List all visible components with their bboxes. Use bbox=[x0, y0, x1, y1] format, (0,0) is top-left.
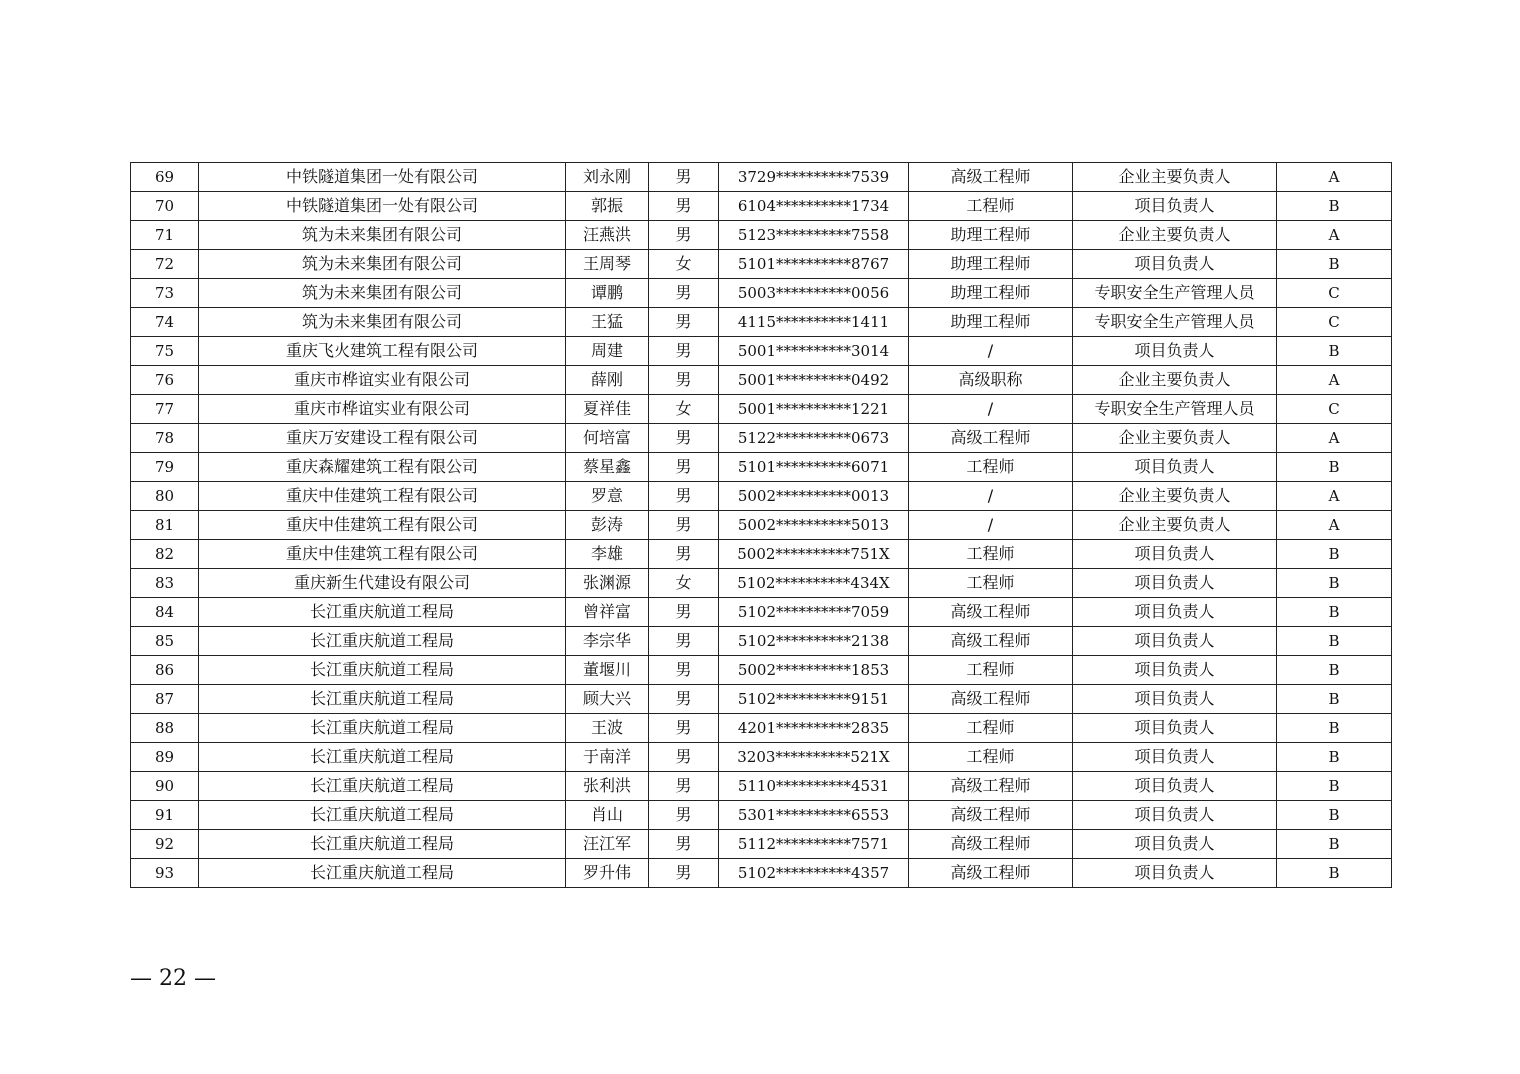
gender-cell: 男 bbox=[649, 424, 719, 453]
professional-title-cell: 工程师 bbox=[909, 714, 1073, 743]
gender-cell: 男 bbox=[649, 482, 719, 511]
id-number-cell: 5002**********0013 bbox=[719, 482, 909, 511]
table-body bbox=[131, 163, 1392, 888]
company-cell: 中铁隧道集团一处有限公司 bbox=[199, 163, 566, 192]
grade-cell: A bbox=[1277, 424, 1392, 453]
personnel-table bbox=[130, 162, 1392, 888]
id-number-cell: 5001**********0492 bbox=[719, 366, 909, 395]
company-cell: 长江重庆航道工程局 bbox=[199, 772, 566, 801]
position-role-cell: 项目负责人 bbox=[1073, 250, 1277, 279]
position-role-cell: 企业主要负责人 bbox=[1073, 366, 1277, 395]
professional-title-cell: 工程师 bbox=[909, 569, 1073, 598]
table-row bbox=[131, 801, 1392, 830]
company-cell: 筑为未来集团有限公司 bbox=[199, 221, 566, 250]
company-cell: 长江重庆航道工程局 bbox=[199, 830, 566, 859]
id-number-cell: 5001**********1221 bbox=[719, 395, 909, 424]
person-name-cell: 肖山 bbox=[566, 801, 649, 830]
professional-title-cell: 高级工程师 bbox=[909, 859, 1073, 888]
company-cell: 重庆飞火建筑工程有限公司 bbox=[199, 337, 566, 366]
professional-title-cell: / bbox=[909, 337, 1073, 366]
row-index-cell: 78 bbox=[131, 424, 199, 453]
table-row bbox=[131, 714, 1392, 743]
row-index-cell: 79 bbox=[131, 453, 199, 482]
position-role-cell: 项目负责人 bbox=[1073, 598, 1277, 627]
company-cell: 长江重庆航道工程局 bbox=[199, 656, 566, 685]
id-number-cell: 5102**********434X bbox=[719, 569, 909, 598]
row-index-cell: 76 bbox=[131, 366, 199, 395]
row-index-cell: 83 bbox=[131, 569, 199, 598]
row-index-cell: 69 bbox=[131, 163, 199, 192]
row-index-cell: 82 bbox=[131, 540, 199, 569]
row-index-cell: 88 bbox=[131, 714, 199, 743]
position-role-cell: 项目负责人 bbox=[1073, 453, 1277, 482]
id-number-cell: 5003**********0056 bbox=[719, 279, 909, 308]
grade-cell: C bbox=[1277, 395, 1392, 424]
position-role-cell: 专职安全生产管理人员 bbox=[1073, 279, 1277, 308]
position-role-cell: 项目负责人 bbox=[1073, 772, 1277, 801]
person-name-cell: 汪江军 bbox=[566, 830, 649, 859]
table-row bbox=[131, 192, 1392, 221]
grade-cell: C bbox=[1277, 279, 1392, 308]
company-cell: 重庆森耀建筑工程有限公司 bbox=[199, 453, 566, 482]
gender-cell: 男 bbox=[649, 511, 719, 540]
person-name-cell: 罗意 bbox=[566, 482, 649, 511]
professional-title-cell: 高级职称 bbox=[909, 366, 1073, 395]
table-row bbox=[131, 366, 1392, 395]
person-name-cell: 张渊源 bbox=[566, 569, 649, 598]
position-role-cell: 项目负责人 bbox=[1073, 540, 1277, 569]
grade-cell: B bbox=[1277, 656, 1392, 685]
position-role-cell: 项目负责人 bbox=[1073, 685, 1277, 714]
professional-title-cell: 高级工程师 bbox=[909, 424, 1073, 453]
company-cell: 重庆市桦谊实业有限公司 bbox=[199, 395, 566, 424]
company-cell: 重庆中佳建筑工程有限公司 bbox=[199, 540, 566, 569]
professional-title-cell: / bbox=[909, 482, 1073, 511]
gender-cell: 男 bbox=[649, 308, 719, 337]
grade-cell: B bbox=[1277, 540, 1392, 569]
gender-cell: 男 bbox=[649, 830, 719, 859]
id-number-cell: 5101**********6071 bbox=[719, 453, 909, 482]
grade-cell: B bbox=[1277, 250, 1392, 279]
row-index-cell: 91 bbox=[131, 801, 199, 830]
person-name-cell: 张利洪 bbox=[566, 772, 649, 801]
gender-cell: 男 bbox=[649, 656, 719, 685]
row-index-cell: 70 bbox=[131, 192, 199, 221]
professional-title-cell: 工程师 bbox=[909, 453, 1073, 482]
company-cell: 重庆市桦谊实业有限公司 bbox=[199, 366, 566, 395]
table-row bbox=[131, 482, 1392, 511]
person-name-cell: 王波 bbox=[566, 714, 649, 743]
gender-cell: 男 bbox=[649, 337, 719, 366]
professional-title-cell: 工程师 bbox=[909, 656, 1073, 685]
table-row bbox=[131, 308, 1392, 337]
grade-cell: B bbox=[1277, 801, 1392, 830]
id-number-cell: 4115**********1411 bbox=[719, 308, 909, 337]
position-role-cell: 专职安全生产管理人员 bbox=[1073, 395, 1277, 424]
professional-title-cell: 高级工程师 bbox=[909, 685, 1073, 714]
grade-cell: B bbox=[1277, 772, 1392, 801]
grade-cell: A bbox=[1277, 511, 1392, 540]
row-index-cell: 90 bbox=[131, 772, 199, 801]
company-cell: 重庆中佳建筑工程有限公司 bbox=[199, 482, 566, 511]
grade-cell: B bbox=[1277, 192, 1392, 221]
gender-cell: 女 bbox=[649, 250, 719, 279]
grade-cell: A bbox=[1277, 366, 1392, 395]
professional-title-cell: 工程师 bbox=[909, 540, 1073, 569]
id-number-cell: 5001**********3014 bbox=[719, 337, 909, 366]
table-row bbox=[131, 221, 1392, 250]
person-name-cell: 谭鹏 bbox=[566, 279, 649, 308]
table-row bbox=[131, 395, 1392, 424]
row-index-cell: 72 bbox=[131, 250, 199, 279]
person-name-cell: 夏祥佳 bbox=[566, 395, 649, 424]
row-index-cell: 81 bbox=[131, 511, 199, 540]
company-cell: 长江重庆航道工程局 bbox=[199, 714, 566, 743]
grade-cell: A bbox=[1277, 163, 1392, 192]
grade-cell: B bbox=[1277, 743, 1392, 772]
gender-cell: 男 bbox=[649, 279, 719, 308]
gender-cell: 男 bbox=[649, 627, 719, 656]
person-name-cell: 董堰川 bbox=[566, 656, 649, 685]
id-number-cell: 5301**********6553 bbox=[719, 801, 909, 830]
person-name-cell: 郭振 bbox=[566, 192, 649, 221]
id-number-cell: 5102**********2138 bbox=[719, 627, 909, 656]
company-cell: 长江重庆航道工程局 bbox=[199, 685, 566, 714]
row-index-cell: 74 bbox=[131, 308, 199, 337]
professional-title-cell: 高级工程师 bbox=[909, 801, 1073, 830]
gender-cell: 男 bbox=[649, 859, 719, 888]
gender-cell: 女 bbox=[649, 569, 719, 598]
company-cell: 长江重庆航道工程局 bbox=[199, 859, 566, 888]
row-index-cell: 89 bbox=[131, 743, 199, 772]
company-cell: 筑为未来集团有限公司 bbox=[199, 279, 566, 308]
table-row bbox=[131, 250, 1392, 279]
gender-cell: 男 bbox=[649, 772, 719, 801]
professional-title-cell: 高级工程师 bbox=[909, 772, 1073, 801]
id-number-cell: 6104**********1734 bbox=[719, 192, 909, 221]
page-number: — 22 — bbox=[130, 966, 216, 991]
gender-cell: 男 bbox=[649, 540, 719, 569]
table-row bbox=[131, 279, 1392, 308]
company-cell: 重庆中佳建筑工程有限公司 bbox=[199, 511, 566, 540]
position-role-cell: 项目负责人 bbox=[1073, 859, 1277, 888]
gender-cell: 男 bbox=[649, 366, 719, 395]
position-role-cell: 企业主要负责人 bbox=[1073, 163, 1277, 192]
professional-title-cell: 助理工程师 bbox=[909, 250, 1073, 279]
row-index-cell: 71 bbox=[131, 221, 199, 250]
gender-cell: 男 bbox=[649, 743, 719, 772]
id-number-cell: 5122**********0673 bbox=[719, 424, 909, 453]
table-row bbox=[131, 337, 1392, 366]
row-index-cell: 92 bbox=[131, 830, 199, 859]
grade-cell: C bbox=[1277, 308, 1392, 337]
grade-cell: A bbox=[1277, 221, 1392, 250]
professional-title-cell: 高级工程师 bbox=[909, 598, 1073, 627]
table-row bbox=[131, 569, 1392, 598]
id-number-cell: 5002**********5013 bbox=[719, 511, 909, 540]
professional-title-cell: 助理工程师 bbox=[909, 279, 1073, 308]
grade-cell: B bbox=[1277, 685, 1392, 714]
professional-title-cell: 助理工程师 bbox=[909, 221, 1073, 250]
position-role-cell: 项目负责人 bbox=[1073, 830, 1277, 859]
person-name-cell: 于南洋 bbox=[566, 743, 649, 772]
professional-title-cell: 高级工程师 bbox=[909, 627, 1073, 656]
row-index-cell: 73 bbox=[131, 279, 199, 308]
id-number-cell: 5002**********751X bbox=[719, 540, 909, 569]
person-name-cell: 曾祥富 bbox=[566, 598, 649, 627]
person-name-cell: 何培富 bbox=[566, 424, 649, 453]
grade-cell: B bbox=[1277, 830, 1392, 859]
table-row bbox=[131, 598, 1392, 627]
grade-cell: B bbox=[1277, 714, 1392, 743]
grade-cell: B bbox=[1277, 569, 1392, 598]
professional-title-cell: 助理工程师 bbox=[909, 308, 1073, 337]
position-role-cell: 项目负责人 bbox=[1073, 337, 1277, 366]
id-number-cell: 5123**********7558 bbox=[719, 221, 909, 250]
gender-cell: 男 bbox=[649, 221, 719, 250]
table-row bbox=[131, 830, 1392, 859]
person-name-cell: 李宗华 bbox=[566, 627, 649, 656]
id-number-cell: 4201**********2835 bbox=[719, 714, 909, 743]
row-index-cell: 93 bbox=[131, 859, 199, 888]
position-role-cell: 项目负责人 bbox=[1073, 569, 1277, 598]
grade-cell: B bbox=[1277, 337, 1392, 366]
gender-cell: 女 bbox=[649, 395, 719, 424]
person-name-cell: 汪燕洪 bbox=[566, 221, 649, 250]
table-row bbox=[131, 743, 1392, 772]
grade-cell: B bbox=[1277, 453, 1392, 482]
id-number-cell: 5112**********7571 bbox=[719, 830, 909, 859]
table-row bbox=[131, 453, 1392, 482]
company-cell: 长江重庆航道工程局 bbox=[199, 743, 566, 772]
id-number-cell: 5002**********1853 bbox=[719, 656, 909, 685]
person-name-cell: 李雄 bbox=[566, 540, 649, 569]
position-role-cell: 企业主要负责人 bbox=[1073, 221, 1277, 250]
table-row bbox=[131, 424, 1392, 453]
row-index-cell: 75 bbox=[131, 337, 199, 366]
position-role-cell: 项目负责人 bbox=[1073, 743, 1277, 772]
grade-cell: B bbox=[1277, 627, 1392, 656]
person-name-cell: 王猛 bbox=[566, 308, 649, 337]
id-number-cell: 5102**********7059 bbox=[719, 598, 909, 627]
table-row bbox=[131, 656, 1392, 685]
gender-cell: 男 bbox=[649, 453, 719, 482]
gender-cell: 男 bbox=[649, 163, 719, 192]
person-name-cell: 刘永刚 bbox=[566, 163, 649, 192]
person-name-cell: 周建 bbox=[566, 337, 649, 366]
company-cell: 中铁隧道集团一处有限公司 bbox=[199, 192, 566, 221]
id-number-cell: 5102**********4357 bbox=[719, 859, 909, 888]
id-number-cell: 5101**********8767 bbox=[719, 250, 909, 279]
table-row bbox=[131, 859, 1392, 888]
position-role-cell: 专职安全生产管理人员 bbox=[1073, 308, 1277, 337]
position-role-cell: 项目负责人 bbox=[1073, 627, 1277, 656]
id-number-cell: 5110**********4531 bbox=[719, 772, 909, 801]
row-index-cell: 84 bbox=[131, 598, 199, 627]
row-index-cell: 80 bbox=[131, 482, 199, 511]
row-index-cell: 85 bbox=[131, 627, 199, 656]
company-cell: 筑为未来集团有限公司 bbox=[199, 308, 566, 337]
row-index-cell: 86 bbox=[131, 656, 199, 685]
position-role-cell: 项目负责人 bbox=[1073, 656, 1277, 685]
person-name-cell: 王周琴 bbox=[566, 250, 649, 279]
person-name-cell: 薛刚 bbox=[566, 366, 649, 395]
professional-title-cell: 工程师 bbox=[909, 743, 1073, 772]
id-number-cell: 3203**********521X bbox=[719, 743, 909, 772]
row-index-cell: 77 bbox=[131, 395, 199, 424]
table-row bbox=[131, 540, 1392, 569]
id-number-cell: 5102**********9151 bbox=[719, 685, 909, 714]
gender-cell: 男 bbox=[649, 714, 719, 743]
company-cell: 重庆新生代建设有限公司 bbox=[199, 569, 566, 598]
position-role-cell: 企业主要负责人 bbox=[1073, 424, 1277, 453]
gender-cell: 男 bbox=[649, 801, 719, 830]
company-cell: 重庆万安建设工程有限公司 bbox=[199, 424, 566, 453]
person-name-cell: 蔡星鑫 bbox=[566, 453, 649, 482]
table-row bbox=[131, 627, 1392, 656]
row-index-cell: 87 bbox=[131, 685, 199, 714]
position-role-cell: 项目负责人 bbox=[1073, 714, 1277, 743]
position-role-cell: 企业主要负责人 bbox=[1073, 482, 1277, 511]
company-cell: 长江重庆航道工程局 bbox=[199, 598, 566, 627]
position-role-cell: 企业主要负责人 bbox=[1073, 511, 1277, 540]
professional-title-cell: 高级工程师 bbox=[909, 163, 1073, 192]
gender-cell: 男 bbox=[649, 685, 719, 714]
grade-cell: B bbox=[1277, 859, 1392, 888]
company-cell: 长江重庆航道工程局 bbox=[199, 801, 566, 830]
table-row bbox=[131, 163, 1392, 192]
gender-cell: 男 bbox=[649, 598, 719, 627]
company-cell: 长江重庆航道工程局 bbox=[199, 627, 566, 656]
table-row bbox=[131, 685, 1392, 714]
table-row bbox=[131, 772, 1392, 801]
company-cell: 筑为未来集团有限公司 bbox=[199, 250, 566, 279]
table-row bbox=[131, 511, 1392, 540]
position-role-cell: 项目负责人 bbox=[1073, 801, 1277, 830]
grade-cell: B bbox=[1277, 598, 1392, 627]
gender-cell: 男 bbox=[649, 192, 719, 221]
grade-cell: A bbox=[1277, 482, 1392, 511]
position-role-cell: 项目负责人 bbox=[1073, 192, 1277, 221]
professional-title-cell: / bbox=[909, 395, 1073, 424]
id-number-cell: 3729**********7539 bbox=[719, 163, 909, 192]
professional-title-cell: 高级工程师 bbox=[909, 830, 1073, 859]
person-name-cell: 罗升伟 bbox=[566, 859, 649, 888]
professional-title-cell: 工程师 bbox=[909, 192, 1073, 221]
person-name-cell: 彭涛 bbox=[566, 511, 649, 540]
person-name-cell: 顾大兴 bbox=[566, 685, 649, 714]
professional-title-cell: / bbox=[909, 511, 1073, 540]
